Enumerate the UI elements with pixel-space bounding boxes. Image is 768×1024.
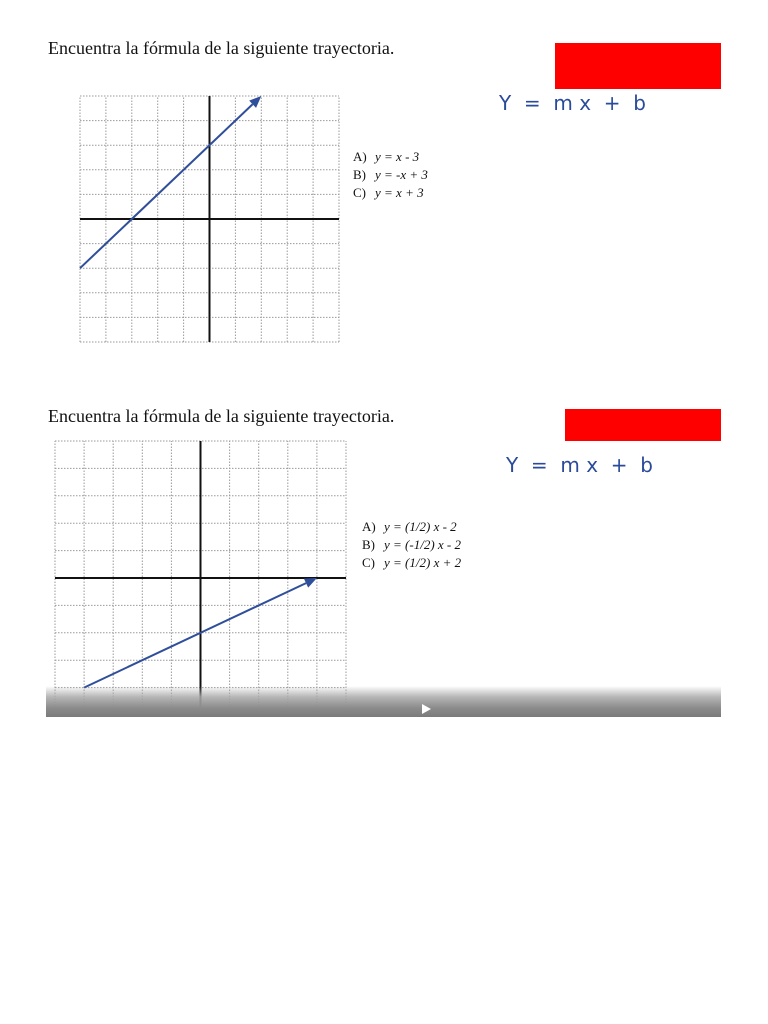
- options-2: [362, 518, 461, 572]
- option-c: C) y = x + 3: [353, 185, 424, 200]
- option-b: B) y = -x + 3: [353, 167, 428, 182]
- video-control-bar[interactable]: [46, 686, 721, 717]
- option-a: A) y = (1/2) x - 2: [362, 519, 457, 534]
- option-a: A) y = x - 3: [353, 149, 420, 164]
- problem-2-title: Encuentra la fórmula de la siguiente trayectoria.: [48, 406, 395, 426]
- graph-1: [79, 95, 340, 343]
- formula-1: Y = m x + b: [499, 91, 646, 115]
- problem-1-title: Encuentra la fórmula de la siguiente trayectoria.: [48, 38, 395, 58]
- play-icon[interactable]: [422, 704, 431, 714]
- formula-2: Y = m x + b: [506, 453, 653, 477]
- options-1: [353, 148, 428, 202]
- answer-box-2: [565, 409, 721, 441]
- answer-box-1: [555, 43, 721, 89]
- option-c: C) y = (1/2) x + 2: [362, 555, 462, 570]
- trajectory-line: [84, 583, 306, 687]
- option-b: B) y = (-1/2) x - 2: [362, 537, 461, 552]
- graph-2: [54, 440, 347, 716]
